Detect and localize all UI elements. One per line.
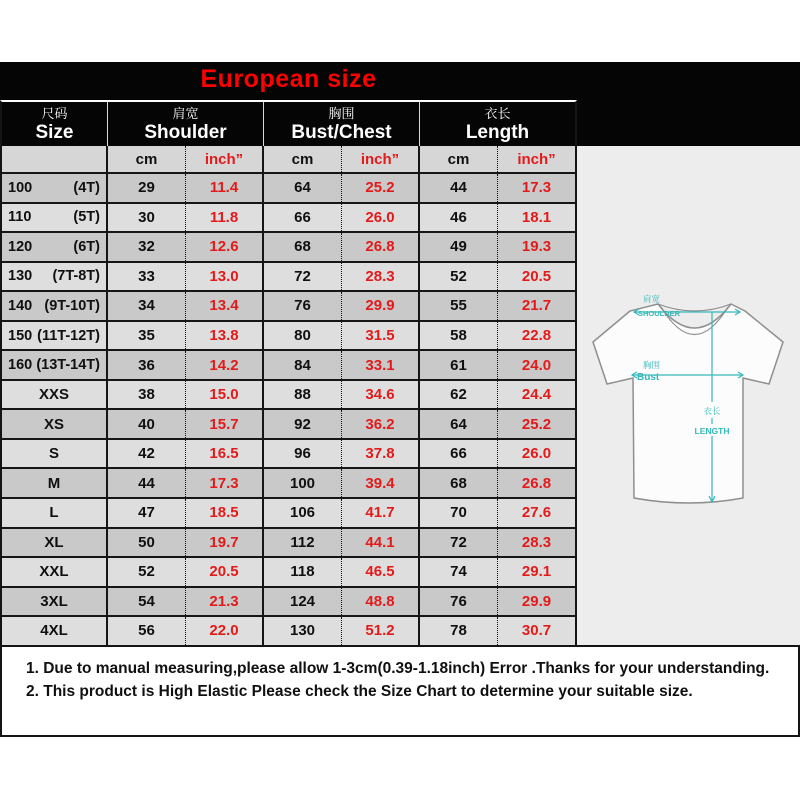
table-row (2, 617, 575, 647)
unit-header-length-inch: inch” (517, 150, 556, 168)
col-header-size (2, 102, 108, 146)
inch-value-cell: 27.6 (521, 504, 552, 522)
inch-value-cell: 44.1 (342, 529, 420, 557)
size-age-tag: (13T-14T) (36, 357, 100, 374)
inch-value-cell: 19.3 (521, 238, 552, 256)
size-number: 160 (8, 357, 33, 374)
page-title: European size (200, 65, 377, 93)
size-number: 150 (8, 327, 33, 344)
inch-value-cell: 29.9 (521, 592, 552, 610)
size-number: 130 (8, 268, 33, 285)
inch-value-cell: 13.8 (186, 322, 264, 350)
inch-value-cell: 19.7 (186, 529, 264, 557)
table-row (2, 529, 575, 559)
size-number: 120 (8, 238, 33, 255)
size-cell: XS (2, 410, 108, 438)
inch-value-cell: 18.5 (186, 499, 264, 527)
size-number: 110 (8, 209, 32, 226)
size-cell (2, 233, 108, 261)
size-cell: XL (2, 529, 108, 557)
size-cell (2, 351, 108, 379)
cm-value-cell: 64 (420, 410, 498, 438)
inch-value-cell: 26.0 (342, 204, 420, 232)
inch-value-cell: 39.4 (342, 469, 420, 497)
inch-value-cell: 11.8 (186, 204, 264, 232)
inch-value-cell: 22.0 (186, 617, 264, 645)
inch-value-cell: 25.2 (521, 415, 552, 433)
cm-value-cell: 66 (264, 204, 342, 232)
inch-value-cell: 26.8 (342, 233, 420, 261)
cm-value-cell: 76 (420, 588, 498, 616)
inch-value-cell: 28.3 (342, 263, 420, 291)
inch-value-cell: 29.9 (342, 292, 420, 320)
cm-value-cell: 80 (264, 322, 342, 350)
cm-value-cell: 42 (108, 440, 186, 468)
inch-value-cell: 14.2 (186, 351, 264, 379)
size-cell: 4XL (2, 617, 108, 645)
inch-value-cell: 24.4 (521, 386, 552, 404)
col-header-length-en: Length (465, 121, 530, 143)
inch-value-cell: 24.0 (521, 356, 552, 374)
cm-value-cell: 40 (108, 410, 186, 438)
table-body (2, 174, 575, 647)
unit-header-bust-cm: cm (264, 146, 342, 172)
cm-value-cell: 118 (264, 558, 342, 586)
col-header-length (420, 102, 575, 146)
size-age-tag: (6T) (73, 238, 100, 255)
cm-value-cell: 61 (420, 351, 498, 379)
inch-value-cell: 31.5 (342, 322, 420, 350)
size-cell (2, 174, 108, 202)
cm-value-cell: 84 (264, 351, 342, 379)
inch-value-cell: 13.0 (186, 263, 264, 291)
table-row (2, 558, 575, 588)
inch-value-cell: 15.0 (186, 381, 264, 409)
unit-header-empty (2, 146, 108, 172)
table-row (2, 322, 575, 352)
size-cell: L (2, 499, 108, 527)
size-cell (2, 204, 108, 232)
cm-value-cell: 74 (420, 558, 498, 586)
cm-value-cell: 106 (264, 499, 342, 527)
unit-header-row (2, 146, 575, 174)
cm-value-cell: 46 (420, 204, 498, 232)
cm-value-cell: 44 (420, 174, 498, 202)
size-cell: XXS (2, 381, 108, 409)
inch-value-cell: 18.1 (521, 208, 552, 226)
tshirt-measure-diagram (577, 146, 800, 645)
size-cell: 3XL (2, 588, 108, 616)
cm-value-cell: 76 (264, 292, 342, 320)
cm-value-cell: 29 (108, 174, 186, 202)
cm-value-cell: 96 (264, 440, 342, 468)
col-header-bust (264, 102, 420, 146)
unit-header-length-cm: cm (420, 146, 498, 172)
size-number: 140 (8, 297, 33, 314)
cm-value-cell: 62 (420, 381, 498, 409)
inch-value-cell: 17.3 (186, 469, 264, 497)
cm-value-cell: 70 (420, 499, 498, 527)
inch-value-cell: 29.1 (521, 563, 552, 581)
inch-value-cell: 30.7 (521, 622, 552, 640)
tshirt-diagram-panel (577, 146, 800, 645)
cm-value-cell: 47 (108, 499, 186, 527)
cm-value-cell: 72 (264, 263, 342, 291)
inch-value-cell: 20.5 (186, 558, 264, 586)
cm-value-cell: 52 (108, 558, 186, 586)
table-row (2, 410, 575, 440)
col-header-size-zh: 尺码 (41, 105, 68, 121)
size-cell: S (2, 440, 108, 468)
cm-value-cell: 92 (264, 410, 342, 438)
col-header-size-en: Size (35, 121, 74, 143)
cm-value-cell: 36 (108, 351, 186, 379)
inch-value-cell: 46.5 (342, 558, 420, 586)
cm-value-cell: 124 (264, 588, 342, 616)
cm-value-cell: 66 (420, 440, 498, 468)
cm-value-cell: 49 (420, 233, 498, 261)
inch-value-cell: 25.2 (342, 174, 420, 202)
col-header-shoulder-zh: 肩宽 (172, 105, 199, 121)
table-row (2, 204, 575, 234)
bust-label-en: Bust (637, 372, 660, 383)
inch-value-cell: 37.8 (342, 440, 420, 468)
unit-header-shoulder-cm: cm (108, 146, 186, 172)
table-row (2, 351, 575, 381)
cm-value-cell: 34 (108, 292, 186, 320)
size-cell: XXL (2, 558, 108, 586)
inch-value-cell: 34.6 (342, 381, 420, 409)
length-label-zh: 衣长 (703, 406, 721, 416)
inch-value-cell: 36.2 (342, 410, 420, 438)
inch-value-cell: 22.8 (521, 327, 552, 344)
inch-value-cell: 51.2 (342, 617, 420, 645)
cm-value-cell: 78 (420, 617, 498, 645)
cm-value-cell: 112 (264, 529, 342, 557)
size-cell: M (2, 469, 108, 497)
cm-value-cell: 55 (420, 292, 498, 320)
cm-value-cell: 52 (420, 263, 498, 291)
bust-label-zh: 胸围 (643, 360, 661, 370)
inch-value-cell: 15.7 (186, 410, 264, 438)
inch-value-cell: 20.5 (521, 267, 552, 285)
table-row (2, 292, 575, 322)
cm-value-cell: 64 (264, 174, 342, 202)
table-row (2, 440, 575, 470)
col-header-shoulder-en: Shoulder (144, 121, 227, 143)
unit-header-bust-inch: inch” (342, 146, 420, 172)
note-line-1: 1. Due to manual measuring,please allow 1-3cm(0.39-1.18inch) Error .Thanks for your understanding. (26, 660, 770, 677)
cm-value-cell: 32 (108, 233, 186, 261)
cm-value-cell: 58 (420, 322, 498, 350)
cm-value-cell: 88 (264, 381, 342, 409)
table-row (2, 174, 575, 204)
size-age-tag: (5T) (73, 209, 100, 226)
shoulder-label-zh: 肩宽 (643, 294, 661, 304)
table-row (2, 588, 575, 618)
inch-value-cell: 13.4 (186, 292, 264, 320)
table-row (2, 233, 575, 263)
size-age-tag: (9T-10T) (44, 297, 100, 314)
cm-value-cell: 56 (108, 617, 186, 645)
cm-value-cell: 100 (264, 469, 342, 497)
cm-value-cell: 33 (108, 263, 186, 291)
cm-value-cell: 68 (264, 233, 342, 261)
table-row (2, 469, 575, 499)
inch-value-cell: 16.5 (186, 440, 264, 468)
cm-value-cell: 72 (420, 529, 498, 557)
inch-value-cell: 26.0 (521, 445, 552, 463)
size-number: 100 (8, 179, 33, 196)
inch-value-cell: 17.3 (521, 179, 552, 197)
cm-value-cell: 54 (108, 588, 186, 616)
table-column-headers (2, 102, 575, 146)
size-cell (2, 322, 108, 350)
col-header-length-zh: 衣长 (484, 105, 511, 121)
size-cell (2, 263, 108, 291)
inch-value-cell: 28.3 (521, 533, 552, 551)
inch-value-cell: 48.8 (342, 588, 420, 616)
table-row (2, 263, 575, 293)
cm-value-cell: 38 (108, 381, 186, 409)
size-age-tag: (11T-12T) (37, 327, 100, 344)
col-header-bust-en: Bust/Chest (291, 121, 392, 143)
cm-value-cell: 44 (108, 469, 186, 497)
inch-value-cell: 21.7 (521, 297, 552, 315)
inch-value-cell: 11.4 (186, 174, 264, 202)
note-line-2: 2. This product is High Elastic Please check the Size Chart to determine your suitable size. (26, 683, 693, 700)
size-table (0, 100, 577, 647)
table-row (2, 381, 575, 411)
inch-value-cell: 26.8 (521, 474, 552, 492)
cm-value-cell: 50 (108, 529, 186, 557)
inch-value-cell: 33.1 (342, 351, 420, 379)
table-row (2, 499, 575, 529)
inch-value-cell: 41.7 (342, 499, 420, 527)
col-header-shoulder (108, 102, 264, 146)
inch-value-cell: 12.6 (186, 233, 264, 261)
cm-value-cell: 35 (108, 322, 186, 350)
inch-value-cell: 21.3 (186, 588, 264, 616)
length-label-en: LENGTH (694, 426, 730, 436)
size-age-tag: (4T) (73, 179, 100, 196)
size-cell (2, 292, 108, 320)
cm-value-cell: 68 (420, 469, 498, 497)
cm-value-cell: 30 (108, 204, 186, 232)
shoulder-label-en: SHOULDER (638, 309, 681, 318)
notes-box (0, 645, 800, 737)
unit-header-shoulder-inch: inch” (186, 146, 264, 172)
size-age-tag: (7T-8T) (52, 268, 100, 285)
cm-value-cell: 130 (264, 617, 342, 645)
col-header-bust-zh: 胸围 (328, 105, 355, 121)
